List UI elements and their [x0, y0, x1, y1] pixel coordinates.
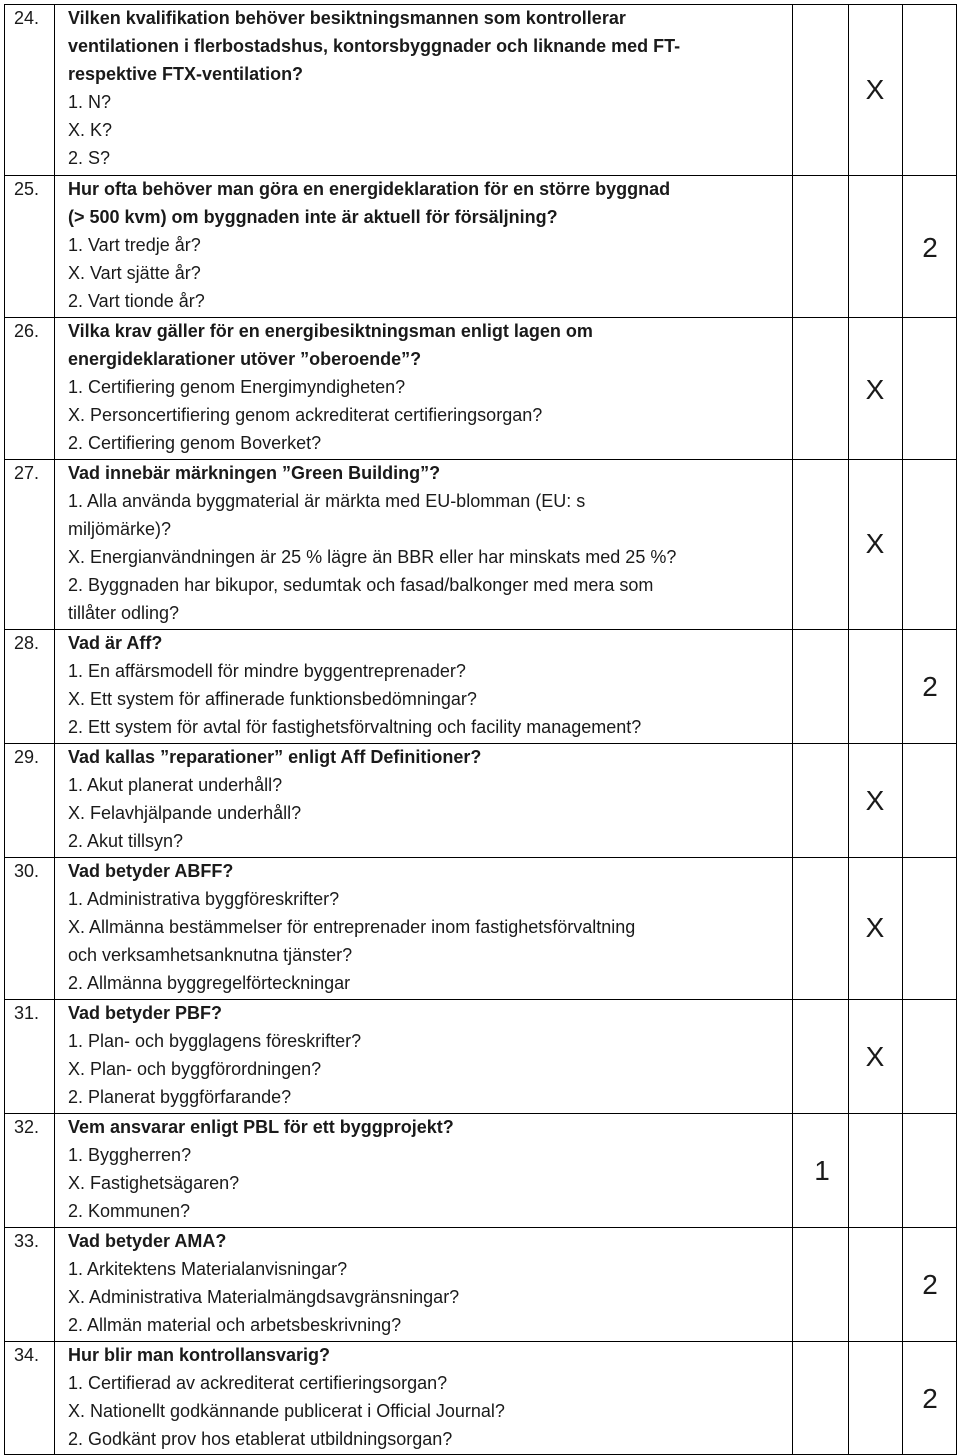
table-divider-answer-left	[792, 4, 793, 1454]
answer-option: 2. Allmänna byggregelförteckningar	[68, 973, 351, 993]
question-block	[68, 1113, 788, 1225]
question-title: Hur blir man kontrollansvarig?	[68, 1345, 331, 1365]
question-block	[68, 743, 788, 855]
answer-option: och verksamhetsanknutna tjänster?	[68, 945, 353, 965]
question-block	[68, 459, 788, 627]
answer-option: 1. Byggherren?	[68, 1145, 192, 1165]
question-title: energideklarationer utöver ”oberoende”?	[68, 349, 422, 369]
question-block	[68, 999, 788, 1111]
question-title: Vilka krav gäller för en energibesiktningsman enligt lagen om	[68, 321, 593, 341]
answer-option: 2. Allmän material och arbetsbeskrivning?	[68, 1315, 402, 1335]
question-number: 24.	[14, 8, 40, 28]
question-number: 30.	[14, 861, 40, 881]
answer-option: 2. Planerat byggförfarande?	[68, 1087, 292, 1107]
table-border-left	[4, 4, 5, 1454]
answer-option: X. K?	[68, 120, 113, 140]
answer-mark: X	[865, 74, 885, 105]
answer-option: X. Plan- och byggförordningen?	[68, 1059, 322, 1079]
answer-option: 2. Byggnaden har bikupor, sedumtak och fasad/balkonger med mera som	[68, 575, 654, 595]
question-title: Vad betyder AMA?	[68, 1231, 227, 1251]
question-block	[68, 1227, 788, 1339]
answer-mark: 1	[814, 1155, 830, 1186]
answer-option: 1. Certifierad av ackrediterat certifieringsorgan?	[68, 1373, 448, 1393]
question-number: 33.	[14, 1231, 40, 1251]
question-title: Vad betyder ABFF?	[68, 861, 234, 881]
answer-option: 2. Godkänt prov hos etablerat utbildningsorgan?	[68, 1429, 453, 1449]
table-border-right	[956, 4, 957, 1454]
question-title: Vad innebär märkningen ”Green Building”?	[68, 463, 441, 483]
answer-option: X. Fastighetsägaren?	[68, 1173, 240, 1193]
answer-option: X. Ett system för affinerade funktionsbedömningar?	[68, 689, 477, 709]
question-title: ventilationen i flerbostadshus, kontorsbyggnader och liknande med FT-	[68, 36, 681, 56]
answer-mark: X	[865, 912, 885, 943]
answer-option: miljömärke)?	[68, 519, 172, 539]
answer-mark: 2	[922, 1269, 938, 1300]
question-number: 34.	[14, 1345, 40, 1365]
answer-option: 1. Vart tredje år?	[68, 235, 201, 255]
answer-option: 1. Alla använda byggmaterial är märkta med EU-blomman (EU: s	[68, 491, 586, 511]
question-title: Hur ofta behöver man göra en energideklaration för en större byggnad	[68, 179, 671, 199]
answer-option: 1. Administrativa byggföreskrifter?	[68, 889, 340, 909]
question-block	[68, 4, 788, 172]
question-number: 25.	[14, 179, 40, 199]
answer-mark: 2	[922, 1383, 938, 1414]
answer-option: X. Allmänna bestämmelser för entreprenader inom fastighetsförvaltning	[68, 917, 636, 937]
question-block	[68, 317, 788, 457]
answer-option: 2. Ett system för avtal för fastighetsförvaltning och facility management?	[68, 717, 642, 737]
question-number: 26.	[14, 321, 40, 341]
answer-option: 2. Certifiering genom Boverket?	[68, 433, 322, 453]
question-number: 31.	[14, 1003, 40, 1023]
answer-option: 2. Kommunen?	[68, 1201, 191, 1221]
answer-option: X. Energianvändningen är 25 % lägre än BBR eller har minskats med 25 %?	[68, 547, 677, 567]
answer-mark: 2	[922, 232, 938, 263]
answer-mark: X	[865, 528, 885, 559]
answer-option: 2. Akut tillsyn?	[68, 831, 184, 851]
answer-option: 1. Akut planerat underhåll?	[68, 775, 283, 795]
question-title: (> 500 kvm) om byggnaden inte är aktuell för försäljning?	[68, 207, 558, 227]
question-block	[68, 629, 788, 741]
question-block	[68, 857, 788, 997]
answer-option: 1. N?	[68, 92, 112, 112]
answer-option: 1. Certifiering genom Energimyndigheten?	[68, 377, 406, 397]
question-title: Vilken kvalifikation behöver besiktningsmannen som kontrollerar	[68, 8, 626, 28]
question-title: respektive FTX-ventilation?	[68, 64, 304, 84]
answer-mark: 2	[922, 671, 938, 702]
answer-option: X. Vart sjätte år?	[68, 263, 201, 283]
question-title: Vad betyder PBF?	[68, 1003, 223, 1023]
table-divider-answer-mid	[848, 4, 849, 1454]
question-title: Vem ansvarar enligt PBL för ett byggprojekt?	[68, 1117, 454, 1137]
question-number: 28.	[14, 633, 40, 653]
question-title: Vad kallas ”reparationer” enligt Aff Definitioner?	[68, 747, 482, 767]
answer-mark: X	[865, 785, 885, 816]
answer-option: 2. Vart tionde år?	[68, 291, 205, 311]
question-number: 32.	[14, 1117, 40, 1137]
answer-mark: X	[865, 374, 885, 405]
answer-mark: X	[865, 1041, 885, 1072]
question-block	[68, 1341, 788, 1453]
table-divider-answer-right	[902, 4, 903, 1454]
answer-option: X. Felavhjälpande underhåll?	[68, 803, 302, 823]
answer-option: tillåter odling?	[68, 603, 180, 623]
table-border-bottom	[4, 1454, 957, 1455]
answer-option: 1. En affärsmodell för mindre byggentreprenader?	[68, 661, 466, 681]
answer-option: 1. Arkitektens Materialanvisningar?	[68, 1259, 348, 1279]
answer-option: 2. S?	[68, 148, 111, 168]
question-number: 29.	[14, 747, 40, 767]
question-block	[68, 175, 788, 315]
answer-option: X. Administrativa Materialmängdsavgränsningar?	[68, 1287, 460, 1307]
answer-option: X. Nationellt godkännande publicerat i Official Journal?	[68, 1401, 505, 1421]
answer-option: 1. Plan- och bygglagens föreskrifter?	[68, 1031, 362, 1051]
question-title: Vad är Aff?	[68, 633, 163, 653]
question-number: 27.	[14, 463, 40, 483]
answer-option: X. Personcertifiering genom ackrediterat certifieringsorgan?	[68, 405, 543, 425]
table-divider-number	[54, 4, 55, 1454]
